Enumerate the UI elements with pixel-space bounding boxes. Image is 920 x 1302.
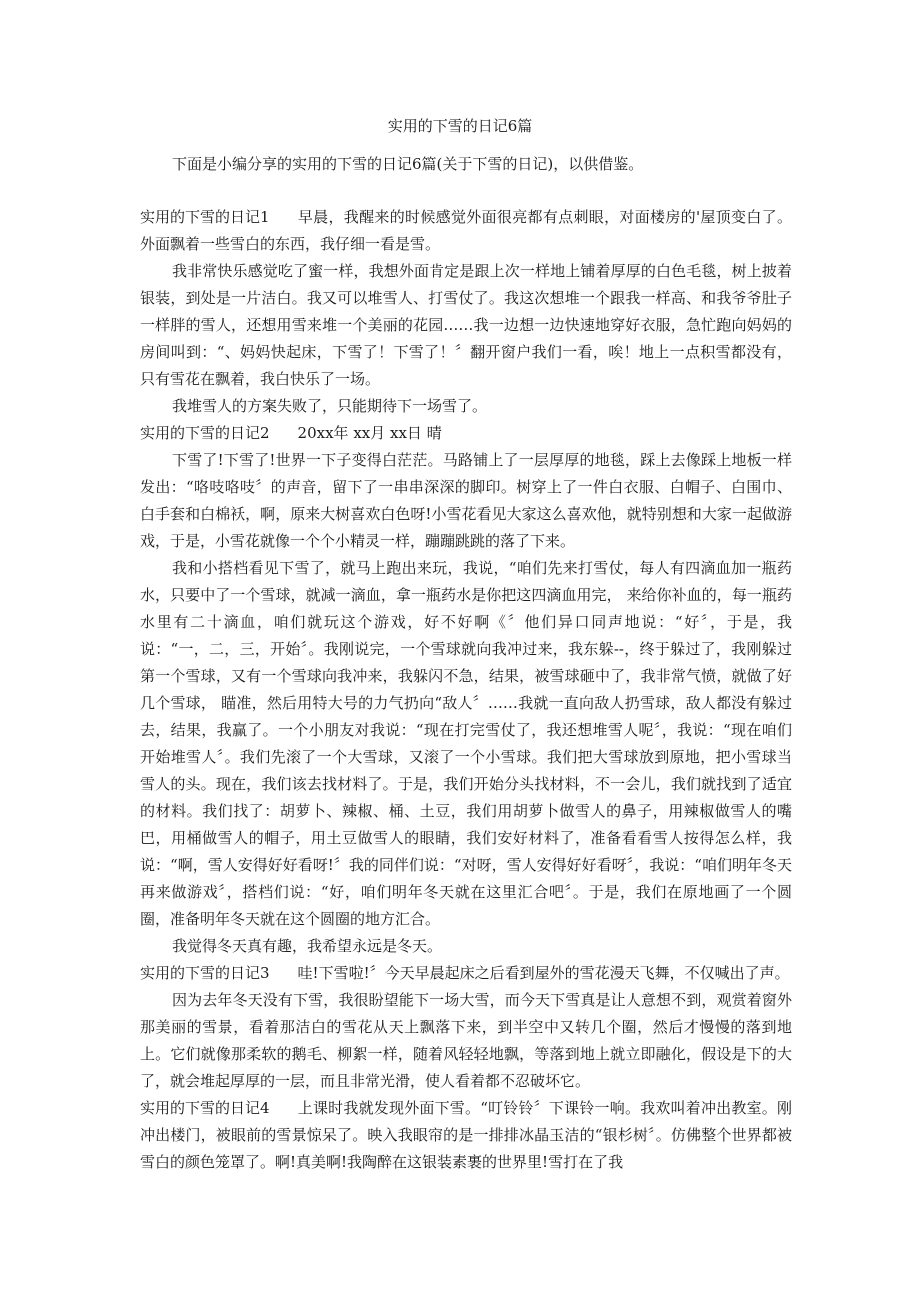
diary-3-first-paragraph <box>140 960 792 987</box>
diary-3-paragraph-2: 因为去年冬天没有下雪，我很盼望能下一场大雪，而今天下雪真是让人意想不到，观赏着窗外那美丽的雪景，看着那洁白的雪花从天上飘落下来，到半空中又转几个圈，然后才慢慢的落到地上。它们就像那柔软的鹅毛、柳絮一样，随着风轻轻地飘，等落到地上就立即融化，假设是下的大了，就会堆起厚厚的一层，而且非常光滑，使人看着都不忍破坏它。 <box>140 991 792 1090</box>
diary-2-date: 20xx年 xx月 xx日 晴 <box>297 424 442 442</box>
diary-1-paragraph-2: 我非常快乐感觉吃了蜜一样，我想外面肯定是跟上次一样地上铺着厚厚的白色毛毯，树上披着银装，到处是一片洁白。我又可以堆雪人、打雪仗了。我这次想堆一个跟我一样高、和我爷爷肚子一样胖的雪人，还想用雪来堆一个美丽的花园……我一边想一边快速地穿好衣服，急忙跑向妈妈的房间叫到：“、妈妈快起床，下雪了！下雪了！〞翻开窗户我们一看，唉！地上一点积雪都没有，只有雪花在飘着，我白快乐了一场。 <box>140 262 792 388</box>
diary-1-heading: 实用的下雪的日记1 <box>140 208 270 226</box>
diary-1-first-paragraph <box>140 204 792 258</box>
diary-2-heading: 实用的下雪的日记2 <box>140 424 270 442</box>
diary-2-paragraph-2: 我和小搭档看见下雪了，就马上跑出来玩，我说，“咱们先来打雪仗，每人有四滴血加一瓶药水，只要中了一个雪球，就减一滴血，拿一瓶药水是你把这四滴血用完， 来给你补血的，每一瓶药水里有二十滴血，咱们就玩这个游戏，好不好啊《〞他们异口同声地说：“好〞，于是，我说：“一，二，三，开始〞。我刚说完，一个雪球就向我冲过来，我东躲--，终于躲过了，我刚躲过第一个雪球，又有一个雪球向我冲来，我躲闪不急，结果，被雪球砸中了，我非常气愤，就做了好几个雪球， 瞄准，然后用特大号的力气扔向“敌人〞……我就一直向敌人扔雪球，敌人都没有躲过去，结果，我赢了。一个小朋友对我说：“现在打完雪仗了，我还想堆雪人呢〞，我说：“现在咱们开始堆雪人〞。我们先滚了一个大雪球，又滚了一个小雪球。我们把大雪球放到原地，把小雪球当雪人的头。现在，我们该去找材料了。于是，我们开始分头找材料，不一会儿，我们就找到了适宜的材料。我们找了：胡萝卜、辣椒、桶、土豆，我们用胡萝卜做雪人的鼻子，用辣椒做雪人的嘴巴，用桶做雪人的帽子，用土豆做雪人的眼睛，我们安好材料了，准备看看雪人按得怎么样，我说：“啊，雪人安得好好看呀!〞我的同伴们说：“对呀，雪人安得好好看呀〞，我说：“咱们明年冬天再来做游戏〞，搭档们说：“好，咱们明年冬天就在这里汇合吧〞。于是，我们在原地画了一个圆圈，准备明年冬天就在这个圆圈的地方汇合。 <box>140 559 792 928</box>
intro-paragraph: 下面是小编分享的实用的下雪的日记6篇(关于下雪的日记)，以供借鉴。 <box>172 155 644 173</box>
document-body <box>140 204 792 1176</box>
document-title: 实用的下雪的日记6篇 <box>387 117 533 135</box>
diary-4-heading: 实用的下雪的日记4 <box>140 1099 270 1117</box>
diary-2-paragraph-3: 我觉得冬天真有趣，我希望永远是冬天。 <box>172 937 443 955</box>
diary-4-text: 上课时我就发现外面下雪。“叮铃铃〞下课铃一响。我欢叫着冲出教室。刚冲出楼门，被眼前的雪景惊呆了。映入我眼帘的是一排排冰晶玉洁的“银杉树〞。仿佛整个世界都被雪白的颜色笼罩了。啊!真美啊!我陶醉在这银装素裹的世界里!雪打在了我 <box>140 1099 792 1171</box>
diary-1-text: 早晨，我醒来的时候感觉外面很亮都有点刺眼，对面楼房的'屋顶变白了。外面飘着一些雪白的东西，我仔细一看是雪。 <box>140 208 792 253</box>
diary-2-paragraph-1: 下雪了!下雪了!世界一下子变得白茫茫。马路铺上了一层厚厚的地毯，踩上去像踩上地板一样发出：“咯吱咯吱〞的声音，留下了一串串深深的脚印。树穿上了一件白衣服、白帽子、白围巾、白手套和白棉袄，啊，原来大树喜欢白色呀!小雪花看见大家这么喜欢他，就特别想和大家一起做游戏，于是，小雪花就像一个个小精灵一样，蹦蹦跳跳的落了下来。 <box>140 451 792 550</box>
diary-4-first-paragraph <box>140 1095 792 1176</box>
diary-3-heading: 实用的下雪的日记3 <box>140 964 270 982</box>
diary-3-text: 哇!下雪啦!〞今天早晨起床之后看到屋外的雪花漫天飞舞，不仅喊出了声。 <box>297 964 790 982</box>
diary-2-heading-line <box>140 420 792 447</box>
diary-1-paragraph-3: 我堆雪人的方案失败了，只能期待下一场雪了。 <box>172 397 488 415</box>
